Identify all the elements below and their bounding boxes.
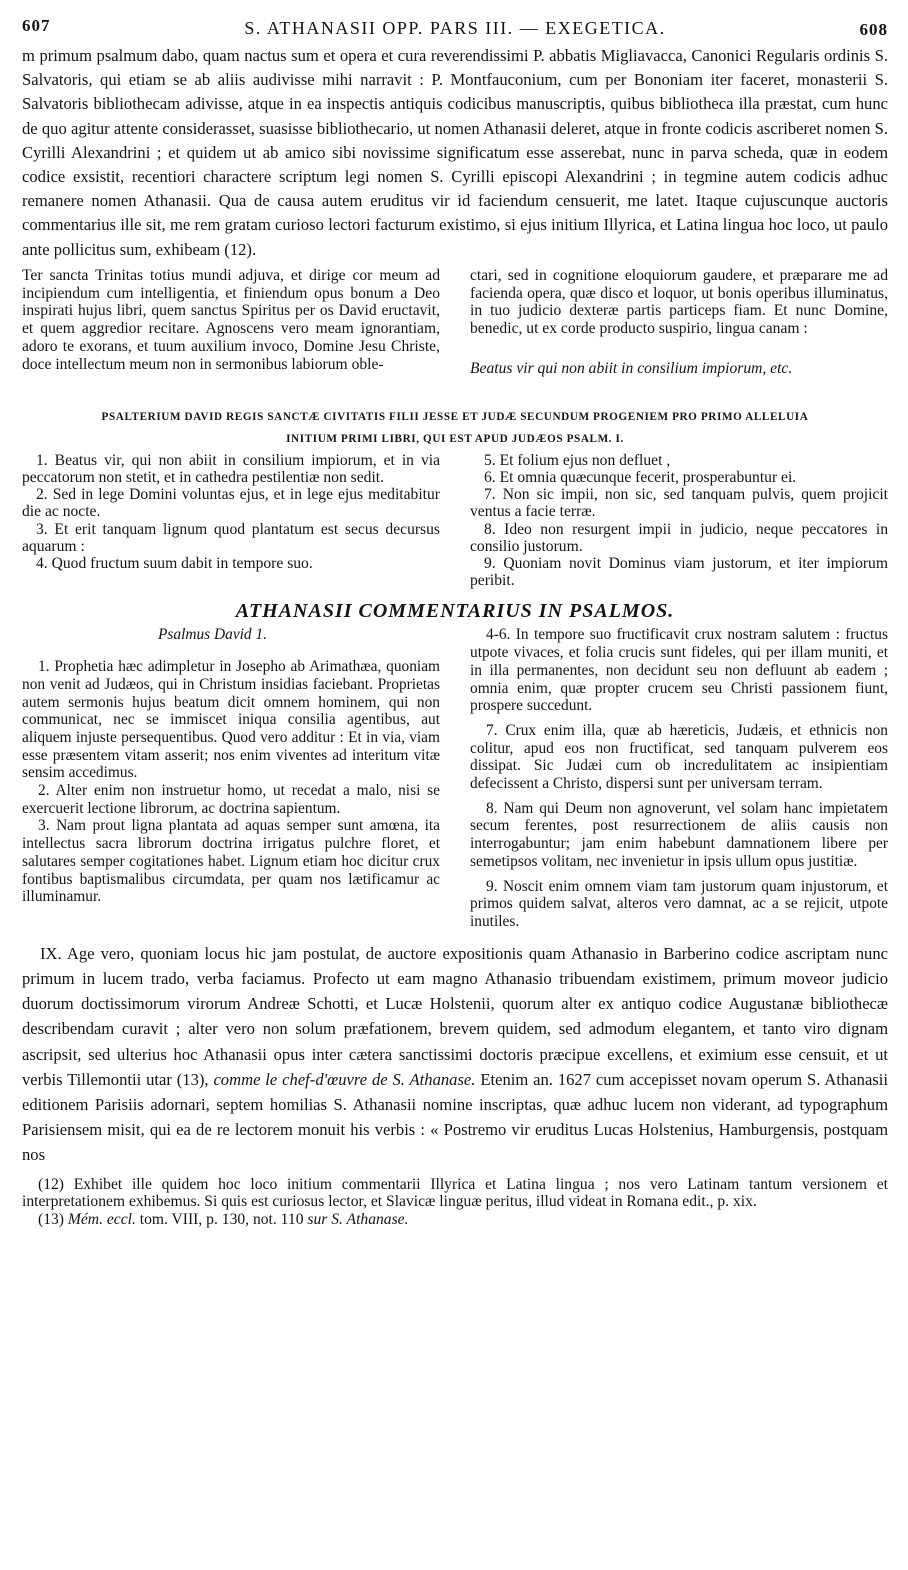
commentary-paragraph: 8. Nam qui Deum non agnoverunt, vel solam hanc impietatem secum ferentes, post resurrectionem de aliis causis non interrogabuntur; jam enim habebunt damnationem libere per semetipsos volitam, nec invenietur in ipsis ullum opus justitiæ. — [470, 799, 888, 870]
section-ix — [22, 941, 888, 1168]
intro-text: m primum psalmum dabo, quam nactus sum et opera et cura reverendissimi P. abbatis Migliavacca, Canonici Regularis ordinis S. Salvatoris, qui etiam se ab aliis audivisse mihi narravit : P. Montfauconium, cum per Bononiam iter faceret, monasterii S. Salvatoris bibliothecam adivisse, atque in ea inspectis antiquis codicibus manuscriptis, quibus bibliotheca illa præstat, cum hunc de quo agitur attente considerasset, suasisse bibliothecario, ut nomen Athanasii deleret, atque in fronte codicis ascriberet nomen S. Cyrilli Alexandrini ; et quidem ut ab amico sibi novissime significatum esse asserebat, nunc in parva scheda, quæ in eodem codice exsistit, recentiori charactere scriptum legi nomen S. Cyrilli episcopi Alexandrini ; in tegmine autem codicis adhuc remanere nomen Athanasii. Qua de causa autem eruditus vir id faciendum censuerit, me latet. Itaque cujuscunque auctoris commentarius ille sit, me rem gratam curioso lectori facturum existimo, si ejus initium Illyrica, et Latina lingua hoc loco, ut paulo ante pollicitus sum, exhibeam (12). — [22, 46, 888, 259]
psalm-heading: Psalmus David 1. — [158, 626, 268, 644]
running-title: S. ATHANASII OPP. PARS III. — EXEGETICA. — [244, 18, 666, 38]
commentary-paragraph: 2. Alter enim non instruetur homo, ut recedat a malo, nisi se exercuerit lectione librorum, ac doctrina sapientum. — [22, 782, 440, 817]
psalter-heading-line-2: INITIUM PRIMI LIBRI, QUI EST APUD JUDÆOS PSALM. I. — [286, 432, 624, 445]
commentary-left-column — [22, 626, 440, 930]
commentary-columns — [22, 626, 888, 930]
footnote-13-number: (13) — [38, 1211, 64, 1229]
tillemont-quote: comme le chef-d'œuvre de S. Athanase. — [213, 1069, 476, 1089]
preface-left-text: Ter sancta Trinitas totius mundi adjuva, et dirige cor meum ad incipiendum cum intelligentia, et finiendum opus bonum a Deo inspirati hujus libri, quem sanctus Spiritus per os David eructavit, et quem aggredior recitare. Agnoscens vero meam ignorantiam, adoro te exorans, et tuum auxilium invoco, Domine Jesu Christe, doce intellectum meum non in sermonibus labiorum oble- — [22, 266, 440, 373]
verse: 4. Quod fructum suum dabit in tempore suo. — [36, 555, 313, 573]
section-ix-text-a: IX. Age vero, quoniam locus hic jam postulat, de auctore expositionis quam Athanasio in Barberino codice ascriptam nunc primum in lucem trado, verba faciamus. Profecto ut eam magno Athanasio tribuendam existimem, primum moveor judicio duorum doctissimorum virorum Andreæ Schotti, et Lucæ Holstenii, quorum alter ex antiquo codice Augustanæ bibliothecæ describendam curavit ; alter vero non solum præfationem, brevem quidem, sed admodum elegantem, et tanto viro dignam ascripsit, sed ulterius hoc Athanasii opus inter cætera sanctissimi doctoris præcipue excellens, et eximium esse censuit, et ut verbis Tillemontii utar (13), — [22, 943, 888, 1089]
page-number-left: 607 — [22, 16, 51, 35]
verse: 6. Et omnia quæcunque fecerit, prosperabuntur ei. — [484, 469, 797, 487]
section-ix-text-b: Etenim an. 1627 cum accepisset novam operum S. Athanasii editionem Parisiis adornari, septem homilias S. Athanasii nomine inscriptas, quæ adhuc lucem non viderant, ad typographum Parisiensem misit, qui ea de re lectorem monuit his verbis : « Postremo vir eruditus Lucas Holstenius, Hamburgensis, postquam nos — [22, 1069, 888, 1165]
preface-left-column — [22, 267, 440, 378]
psalter-heading-line-1: PSALTERIUM DAVID REGIS SANCTÆ CIVITATIS FILII JESSE ET JUDÆ SECUNDUM PROGENIEM PRO PRIMO ALLELUIA — [101, 410, 809, 423]
psalm-verses — [22, 452, 888, 590]
verse: 7. Non sic impii, non sic, sed tanquam pulvis, quem projicit ventus a facie terræ. — [470, 486, 888, 521]
verse: 1. Beatus vir, qui non abiit in consilium impiorum, et in via peccatorum non stetit, et in cathedra pestilentiæ non sedit. — [22, 451, 440, 487]
preface-right-text: ctari, sed in cognitione eloquiorum gaudere, et præparare me ad facienda opera, quæ disco et loquor, ut bonis operibus illuminatus, in tuo judicio dexteræ partis particeps fiam. Et nunc Domine, benedic, ut ex corde producto suspirio, lingua canam : — [470, 266, 888, 338]
verse: 9. Quoniam novit Dominus viam justorum, et iter impiorum peribit. — [470, 555, 888, 590]
verses-left-column — [22, 452, 440, 590]
verse: 5. Et folium ejus non defluet , — [484, 451, 671, 469]
page — [22, 14, 888, 1229]
preface-right-column — [470, 267, 888, 378]
preface-columns — [22, 267, 888, 378]
commentary-paragraph: 4-6. In tempore suo fructificavit crux nostram salutem : fructus utpote vivaces, et folia crucis sunt fideles, qui per illam muniti, et in illa permanentes, non decidunt seu non defluunt ab eadem ; omnia enim, quæ propter crucem seu Christi passionem fiunt, prospere succedunt. — [470, 626, 888, 715]
footnote-13-ref: Mém. eccl. — [67, 1211, 136, 1229]
preface-incipit: Beatus vir qui non abiit in consilium impiorum, etc. — [470, 360, 793, 378]
verse: 2. Sed in lege Domini voluntas ejus, et in lege ejus meditabitur die ac nocte. — [22, 486, 440, 521]
footnotes — [22, 1176, 888, 1229]
commentary-title: ATHANASII COMMENTARIUS IN PSALMOS. — [235, 600, 675, 623]
commentary-paragraph: 1. Prophetia hæc adimpletur in Josepho ab Arimathæa, quoniam non venit ad Judæos, qui in Christum insidias faciebant. Proprietas autem sermonis hujus beatum dicit omnem hominem, qui non communicat, nec se immiscet iniqua consilia agentibus, aut aliquem injuste persequentibus. Quod vero additur : Et in via, viam esse præsentem vitam asserit; nos enim viventes ad interitum vitæ sensim accedimus. — [22, 658, 440, 782]
commentary-paragraph: 3. Nam prout ligna plantata ad aquas semper sunt amœna, ita intellectus sacra librorum doctrina irrigatus pulchre floret, et salutares semper cogitationes habet. Lignum etiam hoc dicitur crux fontibus baptismalibus circumdata, per quam nos lætificamur ac illuminamur. — [22, 817, 440, 906]
verses-right-column — [470, 452, 888, 590]
verse: 8. Ideo non resurgent impii in judicio, neque peccatores in consilio justorum. — [470, 520, 888, 555]
footnote-13-location: tom. VIII, p. 130, not. 110 — [139, 1211, 304, 1229]
verse: 3. Et erit tanquam lignum quod plantatum est secus decursus aquarum : — [22, 520, 440, 555]
section-ix-text — [22, 941, 888, 1168]
footnote-13 — [22, 1211, 888, 1228]
commentary-paragraph: 7. Crux enim illa, quæ ab hæreticis, Judæis, et ethnicis non colitur, apud eos non fructificat, sed tanquam pulverem eos dissipat. Sic Judæi cum ob incredulitatem ac insipientiam defecissent a Christo, dispersi sunt per universam terram. — [470, 721, 888, 793]
footnote-12: (12) Exhibet ille quidem hoc loco initium commentarii Illyrica et Latina lingua ; nos vero Latinam tantum versionem et interpretationem exhibemus. Si quis est curiosus lector, et Slavicæ linguæ peritus, illud videat in Romana edit., p. xix. — [22, 1175, 888, 1210]
psalter-heading — [22, 406, 888, 450]
footnote-13-subject: sur S. Athanase. — [307, 1211, 409, 1229]
page-number-right: 608 — [859, 20, 888, 39]
running-header — [22, 14, 888, 44]
intro-paragraph — [22, 44, 888, 262]
commentary-right-column — [470, 626, 888, 930]
commentary-paragraph: 9. Noscit enim omnem viam tam justorum quam injustorum, et primos quidem salvat, alteros vero damnat, ac a se rejicit, utpote inutiles. — [470, 877, 888, 930]
